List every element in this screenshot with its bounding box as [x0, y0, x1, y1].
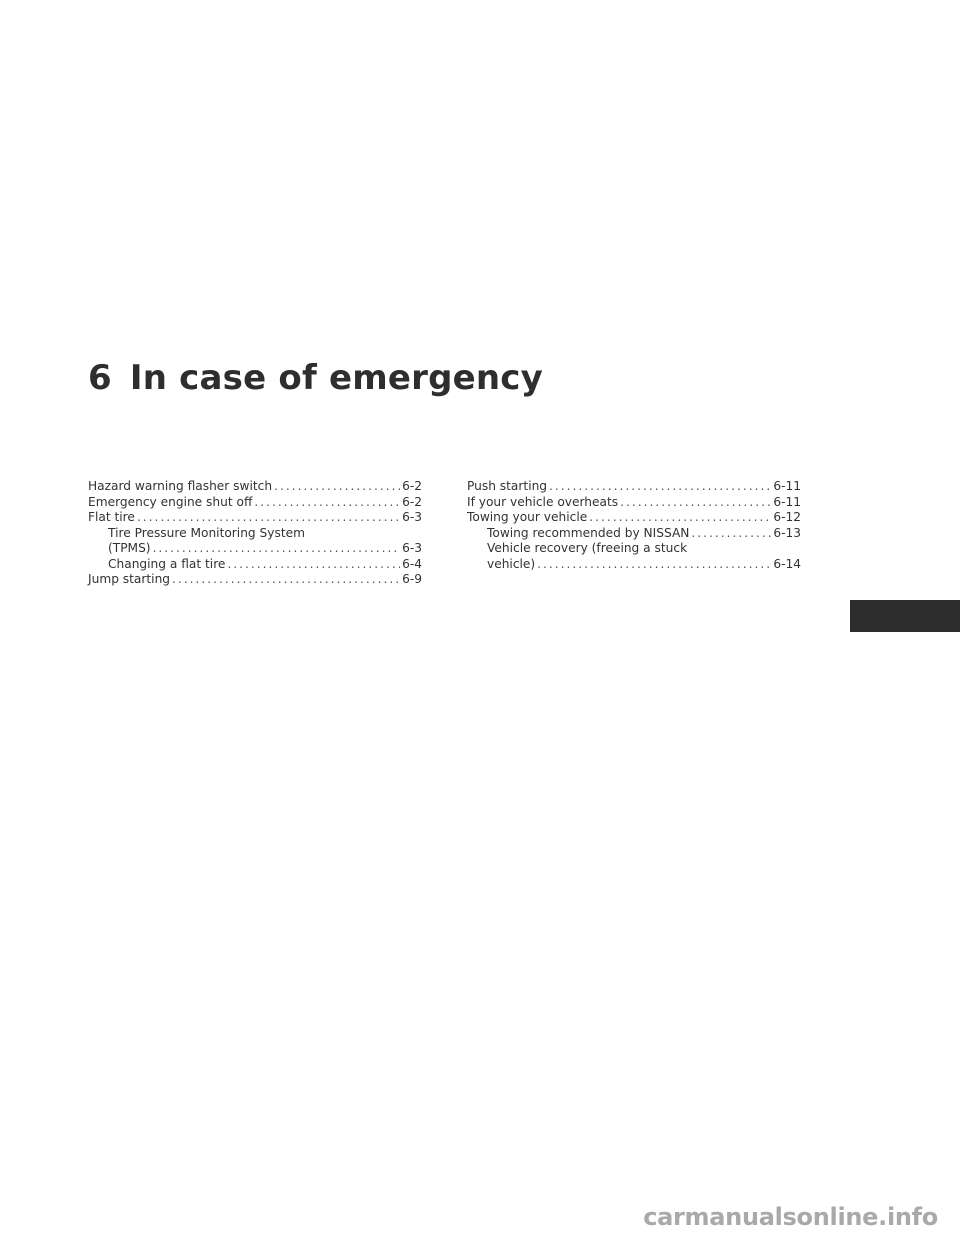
toc-entry-label: If your vehicle overheats: [467, 494, 619, 509]
watermark: carmanualsonline.info: [643, 1203, 938, 1231]
toc-dot-leader: [254, 495, 400, 511]
toc-entry[interactable]: [88, 510, 422, 526]
chapter-title: [88, 358, 543, 398]
toc-entry-label: Towing your vehicle: [467, 510, 588, 524]
toc-column-left: [88, 479, 422, 588]
toc-entry-page: 6-13: [773, 525, 801, 540]
toc-entry-label: Push starting: [467, 479, 548, 493]
toc-entry-label: Changing a flat tire: [108, 556, 226, 571]
toc-entry-label: Flat tire: [88, 510, 135, 524]
toc-subentry[interactable]: [88, 557, 422, 573]
toc-entry-page: 6-11: [773, 494, 801, 509]
toc-subentry[interactable]: [467, 526, 801, 542]
toc-dot-leader: [172, 572, 400, 588]
toc-dot-leader: [274, 479, 400, 495]
toc-dot-leader: [589, 510, 771, 526]
toc-entry[interactable]: [88, 495, 422, 511]
toc-dot-leader: [620, 495, 771, 511]
toc-entry-page: 6-11: [773, 479, 801, 493]
toc-entry-page: 6-14: [773, 556, 801, 571]
toc-dot-leader: [153, 541, 401, 557]
toc-subentry[interactable]: [88, 526, 422, 542]
toc-subentry[interactable]: [467, 557, 801, 573]
toc-dot-leader: [537, 557, 771, 573]
toc-entry-label: Hazard warning flasher switch: [88, 479, 273, 493]
toc-entry[interactable]: [88, 479, 422, 495]
toc-entry-label: Towing recommended by NISSAN: [487, 525, 690, 540]
chapter-number: 6: [88, 358, 112, 398]
toc-entry-label: vehicle): [487, 556, 536, 571]
toc-entry-page: 6-12: [773, 510, 801, 524]
toc-entry[interactable]: [467, 479, 801, 495]
toc-dot-leader: [137, 510, 400, 526]
toc-subentry[interactable]: [467, 541, 801, 557]
toc-entry-label: Tire Pressure Monitoring System: [108, 525, 305, 540]
toc-entry-label: (TPMS): [108, 541, 151, 555]
toc-entry-page: 6-2: [402, 494, 422, 509]
toc-column-right: [467, 479, 801, 572]
toc-entry-label: Jump starting: [88, 572, 171, 586]
toc-subentry[interactable]: [88, 541, 422, 557]
toc-dot-leader: [691, 526, 771, 542]
toc-entry-page: 6-4: [402, 556, 422, 571]
chapter-thumb-tab: [850, 600, 960, 632]
toc-dot-leader: [227, 557, 400, 573]
toc-entry-page: 6-2: [402, 479, 422, 493]
chapter-title-text: In case of emergency: [129, 358, 544, 398]
toc-dot-leader: [549, 479, 771, 495]
toc-entry-page: 6-9: [402, 572, 422, 586]
toc-entry[interactable]: [467, 510, 801, 526]
toc-entry-page: 6-3: [402, 541, 422, 555]
toc-entry-page: 6-3: [402, 510, 422, 524]
toc-entry-label: Vehicle recovery (freeing a stuck: [487, 541, 688, 555]
toc-entry[interactable]: [467, 495, 801, 511]
toc-entry-label: Emergency engine shut off: [88, 494, 253, 509]
toc-entry[interactable]: [88, 572, 422, 588]
